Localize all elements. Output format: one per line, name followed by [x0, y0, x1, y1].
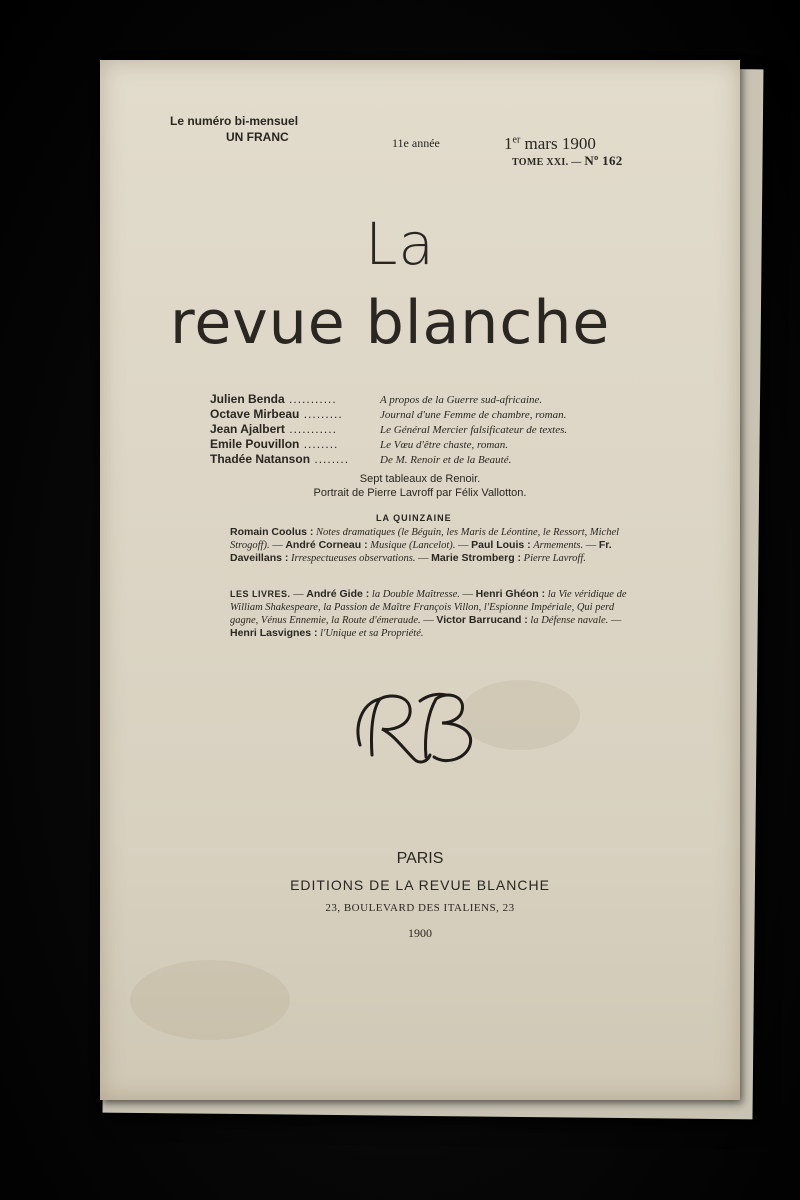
list-item: Octave Mirbeau ......... Journal d'une Femme de chambre, roman. [210, 407, 567, 421]
publisher-name: EDITIONS DE LA REVUE BLANCHE [290, 877, 550, 893]
list-item: Emile Pouvillon ........ Le Vœu d'être chaste, roman. [210, 437, 509, 451]
tome-number: TOME XXI. — Nº 162 [512, 153, 623, 168]
masthead-line-2: revue blanche [170, 288, 611, 358]
issue-date: 1er mars 1900 [504, 134, 596, 153]
rb-monogram-logo [350, 685, 490, 775]
list-item: Jean Ajalbert ........... Le Général Mercier falsificateur de textes. [210, 422, 568, 436]
year-of-publication: 11e année [392, 136, 440, 150]
list-item: Julien Benda ........... A propos de la Guerre sud-africaine. [210, 392, 543, 406]
publisher-city: PARIS [396, 850, 444, 867]
illustrations-line-1: Sept tableaux de Renoir. [359, 473, 481, 485]
list-item: Thadée Natanson ........ De M. Renoir et de la Beauté. [210, 452, 512, 466]
paper-stain [130, 960, 290, 1040]
quinzaine-heading: LA QUINZAINE [376, 513, 452, 523]
masthead-line-1: La [365, 210, 435, 278]
quinzaine-block: Romain Coolus : Notes dramatiques (le Béguin, les Maris de Léontine, le Ressort, Michel Strogoff). — André Corneau : Musique (Lancelot). — Paul Louis : Armements. — Fr. Daveillans : Irrespectueuses observations. — Marie Stromberg : Pierre Lavroff. [230, 526, 620, 564]
price-line-1: Le numéro bi-mensuel [170, 114, 299, 128]
table-of-contents [210, 392, 630, 467]
livres-block: LES LIVRES. — André Gide : la Double Maîtresse. — Henri Ghéon : la Vie véridique de William Shakespeare, la Passion de Maître François Villon, l'Espionne Impériale, Qui perd gagne, Vénus Ennemie, la Route d'émeraude. — Victor Barrucand : la Défense navale. — Henri Lasvignes : l'Unique et sa Propriété. [230, 588, 627, 639]
price-line-2: UN FRANC [226, 130, 289, 144]
publication-year: 1900 [408, 926, 432, 940]
magazine-cover [100, 60, 740, 1100]
illustrations-line-2: Portrait de Pierre Lavroff par Félix Vallotton. [313, 487, 527, 499]
publisher-address: 23, BOULEVARD DES ITALIENS, 23 [325, 902, 515, 914]
